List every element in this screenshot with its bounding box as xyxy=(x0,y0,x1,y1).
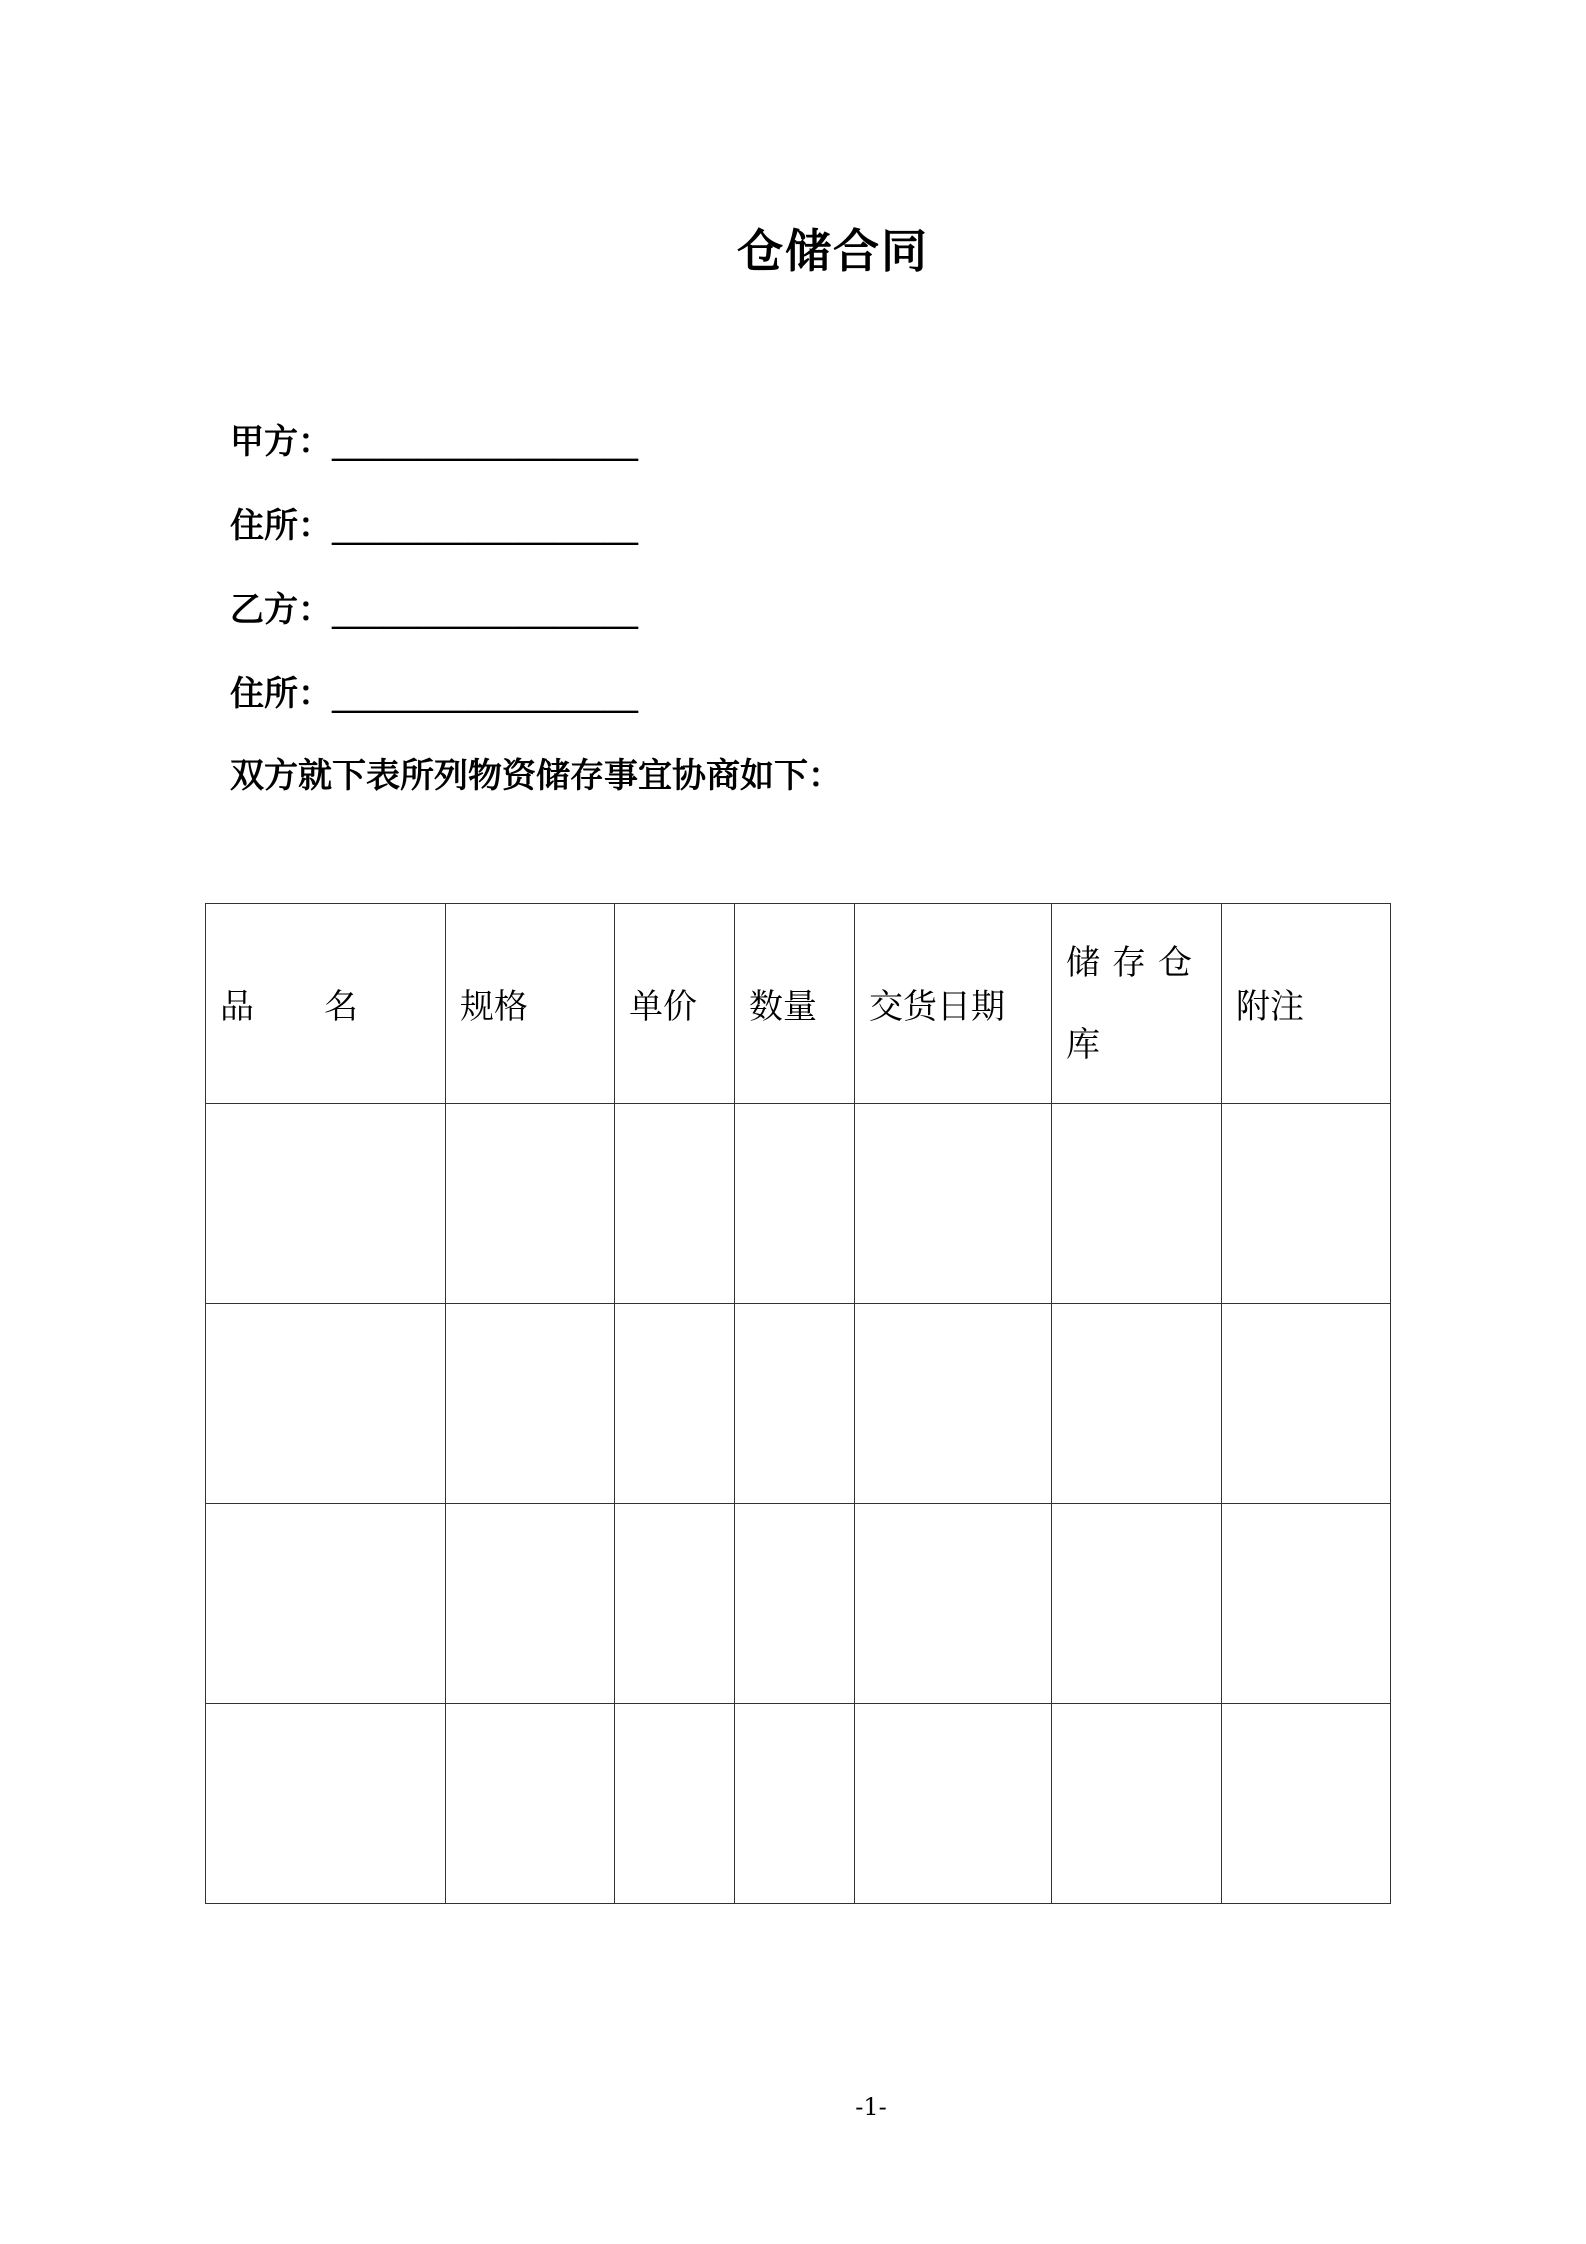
table-cell[interactable] xyxy=(206,1104,446,1304)
table-cell[interactable] xyxy=(446,1304,615,1504)
table-cell[interactable] xyxy=(1222,1304,1391,1504)
table-cell[interactable] xyxy=(1222,1104,1391,1304)
header-remarks: 附注 xyxy=(1222,904,1391,1104)
table-cell[interactable] xyxy=(615,1704,735,1904)
table-cell[interactable] xyxy=(615,1504,735,1704)
table-cell[interactable] xyxy=(855,1304,1052,1504)
party-b-address-blank[interactable]: __________________ xyxy=(332,674,638,714)
party-b-address-label: 住所： xyxy=(230,674,332,714)
document-title: 仓储合同 xyxy=(737,224,929,278)
header-unit-price: 单价 xyxy=(615,904,735,1104)
table-cell[interactable] xyxy=(855,1704,1052,1904)
table-cell[interactable] xyxy=(1222,1504,1391,1704)
table-cell[interactable] xyxy=(855,1104,1052,1304)
page-number: -1- xyxy=(855,2093,887,2121)
table-cell[interactable] xyxy=(446,1104,615,1304)
header-storage-warehouse: 储存仓库 xyxy=(1052,904,1222,1104)
table-row xyxy=(206,1504,1391,1704)
goods-table xyxy=(205,903,1391,1904)
table-header-row xyxy=(206,904,1391,1104)
party-a-address-blank[interactable]: __________________ xyxy=(332,506,638,546)
table-cell[interactable] xyxy=(735,1304,855,1504)
party-a-line xyxy=(230,414,638,463)
table-cell[interactable] xyxy=(1052,1104,1222,1304)
party-a-blank[interactable]: __________________ xyxy=(332,422,638,462)
header-delivery-date: 交货日期 xyxy=(855,904,1052,1104)
party-b-line xyxy=(230,582,638,631)
table-cell[interactable] xyxy=(615,1304,735,1504)
table-cell[interactable] xyxy=(446,1704,615,1904)
table-row xyxy=(206,1304,1391,1504)
table-row xyxy=(206,1104,1391,1304)
table-cell[interactable] xyxy=(1052,1704,1222,1904)
table-row xyxy=(206,1704,1391,1904)
table-cell[interactable] xyxy=(206,1704,446,1904)
table-cell[interactable] xyxy=(206,1304,446,1504)
table-cell[interactable] xyxy=(1052,1304,1222,1504)
table-cell[interactable] xyxy=(855,1504,1052,1704)
table-cell[interactable] xyxy=(1052,1504,1222,1704)
table-cell[interactable] xyxy=(735,1504,855,1704)
party-b-label: 乙方： xyxy=(230,590,332,630)
table-cell[interactable] xyxy=(735,1704,855,1904)
table-cell[interactable] xyxy=(206,1504,446,1704)
header-quantity: 数量 xyxy=(735,904,855,1104)
party-a-label: 甲方： xyxy=(230,422,332,462)
table-cell[interactable] xyxy=(1222,1704,1391,1904)
table-cell[interactable] xyxy=(615,1104,735,1304)
header-specification: 规格 xyxy=(446,904,615,1104)
header-product-name: 品名 xyxy=(206,904,446,1104)
party-a-address-label: 住所： xyxy=(230,506,332,546)
intro-paragraph: 双方就下表所列物资储存事宜协商如下： xyxy=(230,756,842,796)
party-b-address-line xyxy=(230,666,638,715)
party-b-blank[interactable]: __________________ xyxy=(332,590,638,630)
table-cell[interactable] xyxy=(446,1504,615,1704)
party-a-address-line xyxy=(230,498,638,547)
table-cell[interactable] xyxy=(735,1104,855,1304)
